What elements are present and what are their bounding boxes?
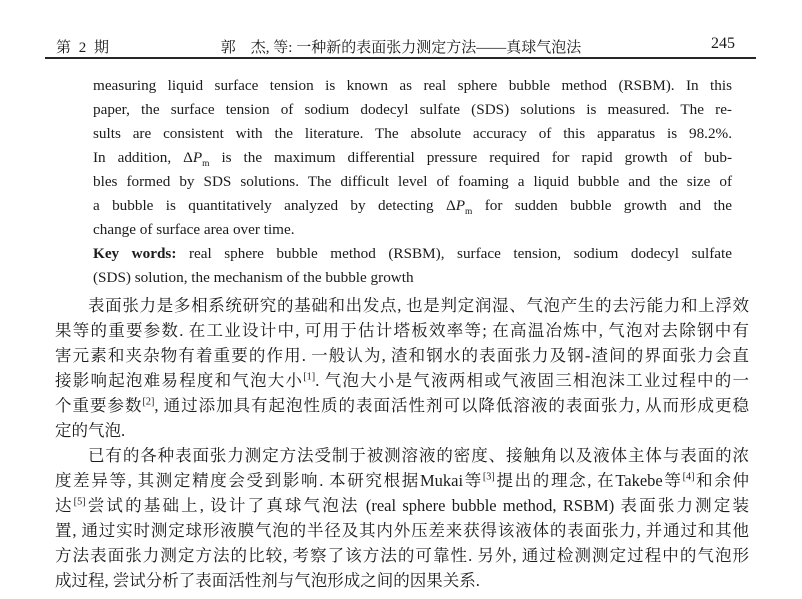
header-running-title: 郭 杰, 等: 一种新的表面张力测定方法——真球气泡法 xyxy=(220,40,582,56)
body-text-line: 个重要参数[2], 通过添加具有起泡性质的表面活性剂可以降低溶液的表面张力, 从而形成更稳 xyxy=(55,396,750,415)
body-text-line: 已有的各种表面张力测定方法受制于被测溶液的密度、接触角以及液体主体与表面的浓 xyxy=(88,446,749,465)
body-text-line: 定的气泡. xyxy=(55,421,126,440)
abstract-line: sults are consistent with the literature. The absolute accuracy of this apparatus is 98.2%. xyxy=(93,125,732,142)
abstract-line: change of surface area over time. xyxy=(93,221,295,238)
body-text-line: 接影响起泡难易程度和气泡大小[1]. 气泡大小是气液两相或气液固三相泡沫工业过程中的一 xyxy=(55,371,750,390)
body-text-line: 置, 通过实时测定球形液膜气泡的半径及其内外压差来获得该液体的表面张力, 并通过和其他 xyxy=(55,521,749,540)
header-issue-number: 第 2 期 xyxy=(56,40,112,56)
abstract-block xyxy=(93,74,732,290)
abstract-line: paper, the surface tension of sodium dodecyl sulfate (SDS) solutions is measured. The re- xyxy=(93,101,732,118)
abstract-line: In addition, $\Delta P_m$ is the maximum differential pressure required for rapid growth of bub- xyxy=(93,149,732,170)
body-text-line: 表面张力是多相系统研究的基础和出发点, 也是判定润湿、气泡产生的去污能力和上浮效 xyxy=(88,296,749,315)
body-text-line: 方法表面张力测定方法的比较, 考察了该方法的可靠性. 另外, 通过检测测定过程中的气泡形 xyxy=(55,546,749,565)
header-page-number: 245 xyxy=(711,35,735,52)
abstract-line: measuring liquid surface tension is known as real sphere bubble method (RSBM). In this xyxy=(93,77,732,94)
body-text-line: 成过程, 尝试分析了表面活性剂与气泡形成之间的因果关系. xyxy=(55,571,480,590)
body-text-line: 度差异等, 其测定精度会受到影响. 本研究根据Mukai等[3]提出的理念, 在Takebe等[4]和余仲 xyxy=(55,471,749,490)
body-text-block xyxy=(55,293,749,593)
body-text-line: 害元素和夹杂物有着重要的作用. 一般认为, 渣和钢水的表面张力及钢-渣间的界面张力会直 xyxy=(55,346,749,365)
body-text-line: 达[5]尝试的基础上, 设计了真球气泡法 (real sphere bubble method, RSBM) 表面张力测定装 xyxy=(55,496,749,515)
header-rule xyxy=(45,57,756,59)
abstract-keywords-line: Key words: real sphere bubble method (RSBM), surface tension, sodium dodecyl sulfate xyxy=(93,245,732,262)
abstract-line: bles formed by SDS solutions. The difficult level of foaming a liquid bubble and the size of xyxy=(93,173,732,190)
abstract-keywords-line: (SDS) solution, the mechanism of the bubble growth xyxy=(93,269,414,286)
abstract-line: a bubble is quantitatively analyzed by detecting $\Delta P_m$ for sudden bubble growth and the xyxy=(93,197,733,218)
body-text-line: 果等的重要参数. 在工业设计中, 可用于估计塔板效率等; 在高温冶炼中, 气泡对去除钢中有 xyxy=(55,321,749,340)
